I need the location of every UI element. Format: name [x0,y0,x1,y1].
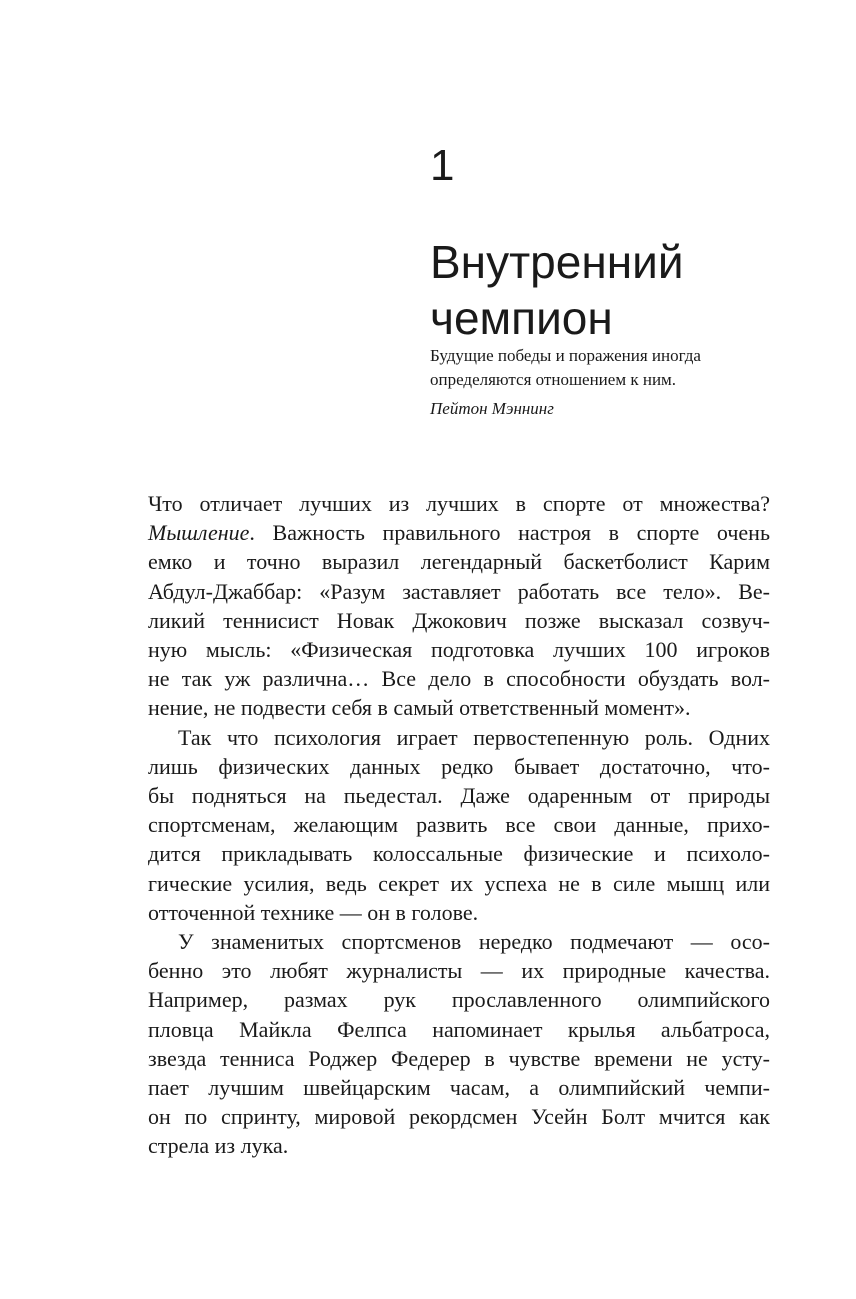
text-fragment: . Важность правильного настроя в спорте очень [249,520,770,546]
text-line: пает лучшим швейцарским часам, а олимпийский чемпи- [148,1075,770,1101]
text-line: гические усилия, ведь секрет их успеха не в силе мышц или [148,870,770,896]
text-line: спортсменам, желающим развить все свои данные, прихо- [148,812,770,838]
text-line: он по спринту, мировой рекордсмен Усейн Болт мчится как [148,1104,770,1130]
chapter-title [430,234,830,346]
text-line: бенно это любят журналисты — их природные качества. [148,958,770,984]
body-text [148,489,770,1161]
text-line: стрела из лука. [148,1133,289,1159]
text-line: емко и точно выразил легендарный баскетболист Карим [148,549,770,575]
text-line [148,518,770,547]
chapter-number: 1 [430,141,455,190]
emphasis-word: Мышление [148,520,250,546]
text-line: ную мысль: «Физическая подготовка лучших 100 игроков [148,637,770,663]
paragraph-2 [148,723,770,927]
text-line: дится прикладывать колоссальные физические и психоло- [148,841,770,867]
text-line: нение, не подвести себя в самый ответственный момент». [148,695,691,721]
paragraph-3 [148,927,770,1161]
text-line: ликий теннисист Новак Джокович позже высказал созвуч- [148,607,770,633]
text-line: пловца Майкла Фелпса напоминает крылья альбатроса, [148,1016,770,1042]
paragraph-1 [148,489,770,723]
text-line: Так что психология играет первостепенную роль. Одних [178,724,770,750]
epigraph-line: определяются отношением к ним. [430,370,677,389]
text-line: не так уж различна… Все дело в способности обуздать вол- [148,666,770,692]
text-line: лишь физических данных редко бывает достаточно, что- [148,753,770,779]
epigraph-line: Будущие победы и поражения иногда [430,346,701,365]
chapter-title-line: Внутренний [430,236,684,288]
epigraph-quote [430,344,790,392]
text-line: отточенной технике — он в голове. [148,899,479,925]
text-line: бы подняться на пьедестал. Даже одаренным от природы [148,783,770,809]
text-line: У знаменитых спортсменов нередко подмечают — осо- [178,929,770,955]
text-line: звезда тенниса Роджер Федерер в чувстве времени не усту- [148,1045,770,1071]
epigraph-author: Пейтон Мэннинг [430,399,554,418]
text-line: Что отличает лучших из лучших в спорте от множества? [148,491,770,516]
text-line: Абдул-Джаббар: «Разум заставляет работать все тело». Ве- [148,578,770,604]
epigraph [430,344,790,421]
chapter-title-line: чемпион [430,292,613,344]
text-line: Например, размах рук прославленного олимпийского [148,987,770,1013]
